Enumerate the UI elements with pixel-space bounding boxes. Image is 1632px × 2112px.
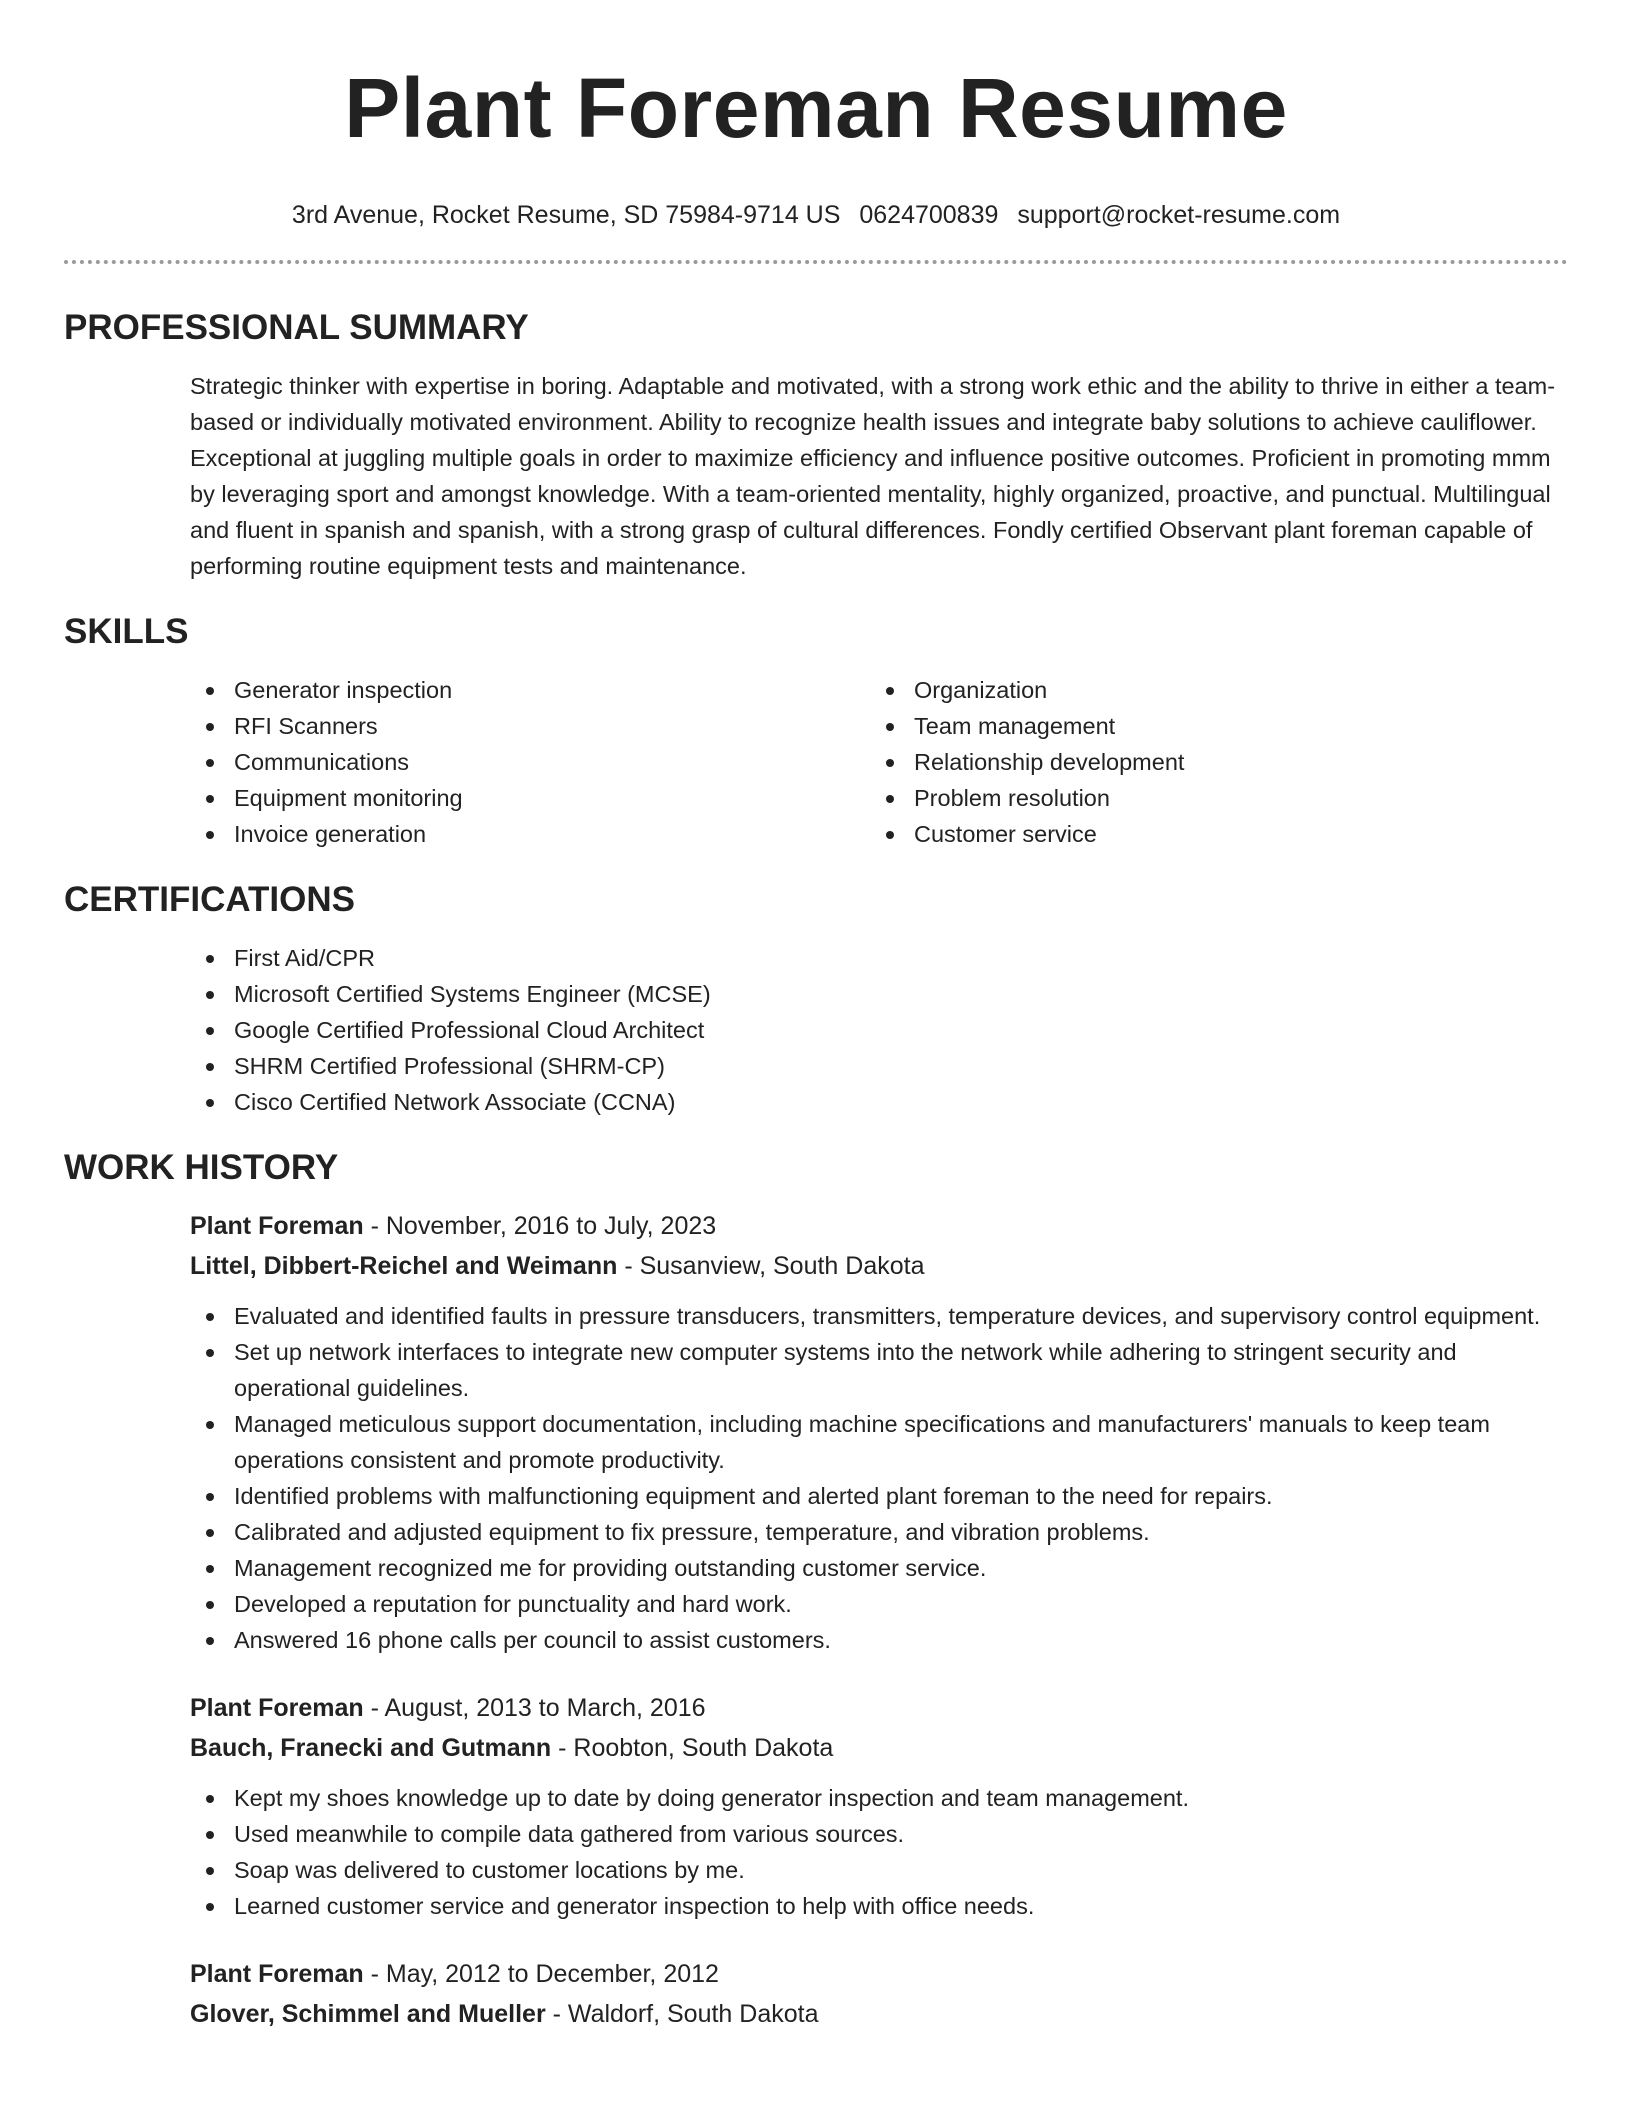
skill-item: Invoice generation <box>190 816 870 852</box>
header-divider <box>64 260 1568 264</box>
skills-column-right <box>870 672 1550 852</box>
job-company: Bauch, Franecki and Gutmann <box>190 1734 552 1762</box>
job-duty-item: Identified problems with malfunctioning equipment and alerted plant foreman to the need for repairs. <box>190 1478 1568 1514</box>
job-duty-item: Answered 16 phone calls per council to assist customers. <box>190 1622 1568 1658</box>
skill-item: Problem resolution <box>870 780 1550 816</box>
job-title-line <box>190 1688 1568 1728</box>
summary-text: Strategic thinker with expertise in boring. Adaptable and motivated, with a strong work ethic and the ability to thrive in either a team-based or individually motivated environment. Ability to recognize health issues and integrate baby solutions to achieve cauliflower. Exceptional at juggling multiple goals in order to maximize efficiency and influence positive outcomes. Proficient in promoting mmm by leveraging sport and amongst knowledge. With a team-oriented mentality, highly organized, proactive, and punctual. Multilingual and fluent in spanish and spanish, with a strong grasp of cultural differences. Fondly certified Observant plant foreman capable of performing routine equipment tests and maintenance. <box>190 373 1556 579</box>
job-title-line <box>190 1206 1568 1246</box>
job-entry-3 <box>190 1954 1568 2034</box>
job-dates: - August, 2013 to March, 2016 <box>363 1694 706 1722</box>
skills-list-left <box>190 672 870 852</box>
skill-item: Relationship development <box>870 744 1550 780</box>
contact-phone: 0624700839 <box>859 201 999 229</box>
job-duty-item: Learned customer service and generator inspection to help with office needs. <box>190 1888 1568 1924</box>
summary-heading: PROFESSIONAL SUMMARY <box>64 308 529 347</box>
skill-item: Communications <box>190 744 870 780</box>
skills-grid <box>190 672 1568 852</box>
job-company: Littel, Dibbert-Reichel and Weimann <box>190 1252 618 1280</box>
job-company-line <box>190 1246 1568 1286</box>
job-location: - Waldorf, South Dakota <box>545 2000 819 2028</box>
skill-item: Team management <box>870 708 1550 744</box>
job-duties-list <box>190 1780 1568 1924</box>
job-title: Plant Foreman <box>190 1694 364 1722</box>
certification-item: SHRM Certified Professional (SHRM-CP) <box>190 1048 1568 1084</box>
work-history-heading: WORK HISTORY <box>64 1148 339 1187</box>
job-duty-item: Management recognized me for providing outstanding customer service. <box>190 1550 1568 1586</box>
skills-list-right <box>870 672 1550 852</box>
certification-item: Cisco Certified Network Associate (CCNA) <box>190 1084 1568 1120</box>
certifications-heading: CERTIFICATIONS <box>64 880 356 919</box>
skill-item: RFI Scanners <box>190 708 870 744</box>
certification-item: Microsoft Certified Systems Engineer (MCSE) <box>190 976 1568 1012</box>
certification-item: First Aid/CPR <box>190 940 1568 976</box>
contact-address: 3rd Avenue, Rocket Resume, SD 75984-9714 US <box>291 201 841 229</box>
job-title-line <box>190 1954 1568 1994</box>
job-dates: - May, 2012 to December, 2012 <box>363 1960 719 1988</box>
contact-email: support@rocket-resume.com <box>1017 201 1341 229</box>
certifications-list <box>190 940 1568 1120</box>
contact-info <box>64 200 1568 230</box>
job-company-line <box>190 1728 1568 1768</box>
job-duty-item: Soap was delivered to customer locations by me. <box>190 1852 1568 1888</box>
job-duty-item: Calibrated and adjusted equipment to fix pressure, temperature, and vibration problems. <box>190 1514 1568 1550</box>
job-location: - Susanview, South Dakota <box>617 1252 925 1280</box>
job-duties-list <box>190 1298 1568 1658</box>
job-company: Glover, Schimmel and Mueller <box>190 2000 546 2028</box>
job-duty-item: Managed meticulous support documentation, including machine specifications and manufacturers' manuals to keep team operations consistent and promote productivity. <box>190 1406 1568 1478</box>
skills-column-left <box>190 672 870 852</box>
job-title: Plant Foreman <box>190 1212 364 1240</box>
job-duty-item: Developed a reputation for punctuality and hard work. <box>190 1586 1568 1622</box>
skill-item: Organization <box>870 672 1550 708</box>
job-entry-2 <box>190 1688 1568 1924</box>
job-title: Plant Foreman <box>190 1960 364 1988</box>
job-duty-item: Evaluated and identified faults in pressure transducers, transmitters, temperature devices, and supervisory control equipment. <box>190 1298 1568 1334</box>
job-company-line <box>190 1994 1568 2034</box>
skill-item: Equipment monitoring <box>190 780 870 816</box>
job-duty-item: Set up network interfaces to integrate new computer systems into the network while adhering to stringent security and operational guidelines. <box>190 1334 1568 1406</box>
skill-item: Customer service <box>870 816 1550 852</box>
certification-item: Google Certified Professional Cloud Architect <box>190 1012 1568 1048</box>
job-entry-1 <box>190 1206 1568 1658</box>
job-dates: - November, 2016 to July, 2023 <box>363 1212 717 1240</box>
resume-title: Plant Foreman Resume <box>344 61 1288 155</box>
skills-heading: SKILLS <box>64 612 189 651</box>
job-duty-item: Used meanwhile to compile data gathered from various sources. <box>190 1816 1568 1852</box>
skill-item: Generator inspection <box>190 672 870 708</box>
job-location: - Roobton, South Dakota <box>551 1734 834 1762</box>
job-duty-item: Kept my shoes knowledge up to date by doing generator inspection and team management. <box>190 1780 1568 1816</box>
